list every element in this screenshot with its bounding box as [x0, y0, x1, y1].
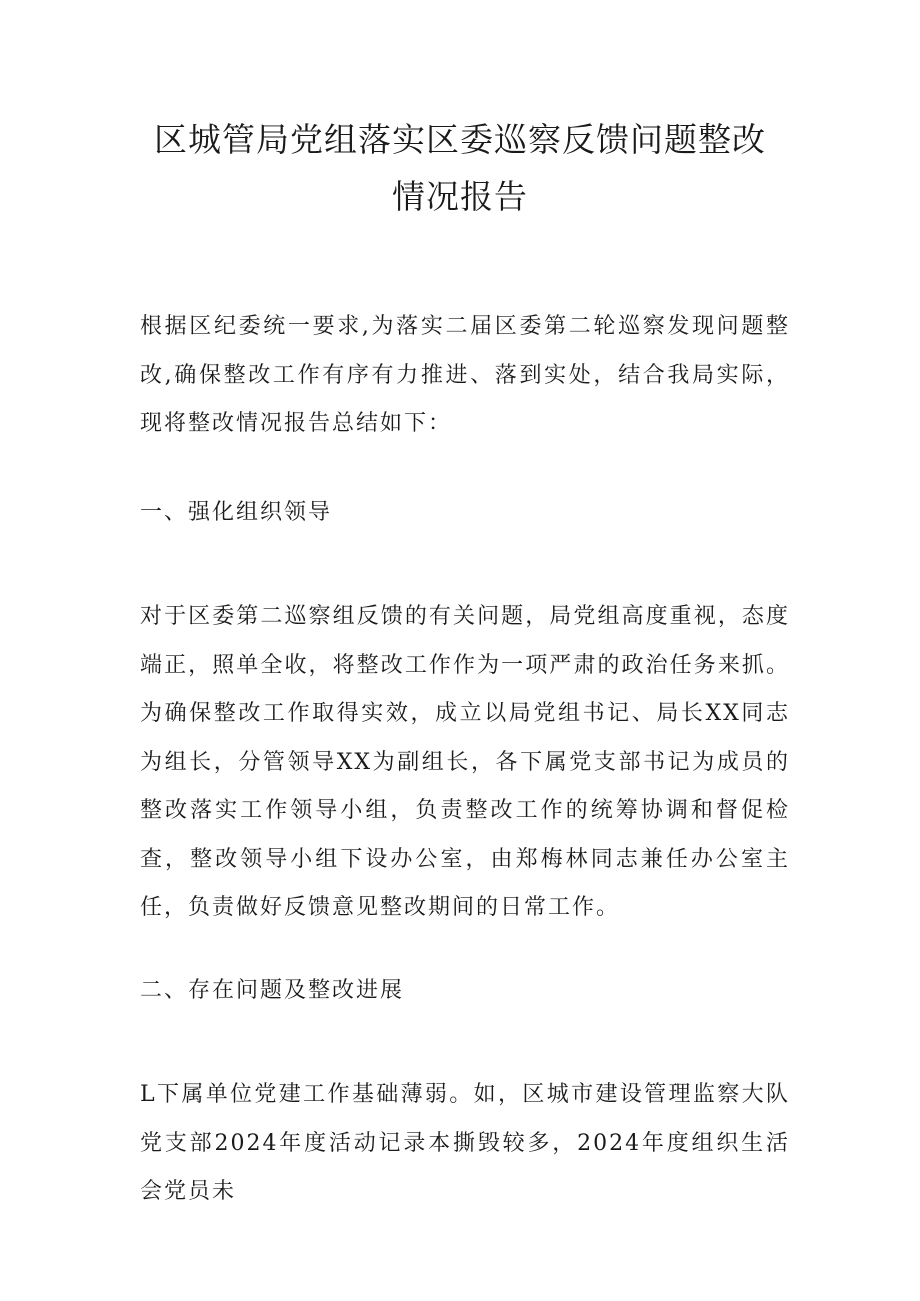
section-2-paragraph: L下属单位党建工作基础薄弱。如，区城市建设管理监察大队党支部2024年度活动记录本撕毁较多，2024年度组织生活会党员未 [140, 1082, 790, 1204]
section-1-heading: 一、强化组织领导 [140, 500, 333, 525]
section-1-paragraph: 对于区委第二巡察组反馈的有关问题，局党组高度重视，态度端正，照单全收，将整改工作作为一项严肃的政治任务来抓。为确保整改工作取得实效，成立以局党组书记、局长XX同志为组长，分管领导XX为副组长，各下属党支部书记为成员的整改落实工作领导小组，负责整改工作的统筹协调和督促检查，整改领导小组下设办公室，由郑梅林同志兼任办公室主任，负责做好反馈意见整改期间的日常工作。 [140, 604, 790, 920]
document-title-line-2: 情况报告 [392, 177, 528, 216]
section-2-heading: 二、存在问题及整改进展 [140, 978, 405, 1003]
intro-paragraph: 根据区纪委统一要求,为落实二届区委第二轮巡察发现问题整改,确保整改工作有序有力推进、落到实处，结合我局实际，现将整改情况报告总结如下： [140, 314, 790, 436]
document-title-line-1: 区城管局党组落实区委巡察反馈问题整改 [154, 120, 766, 159]
